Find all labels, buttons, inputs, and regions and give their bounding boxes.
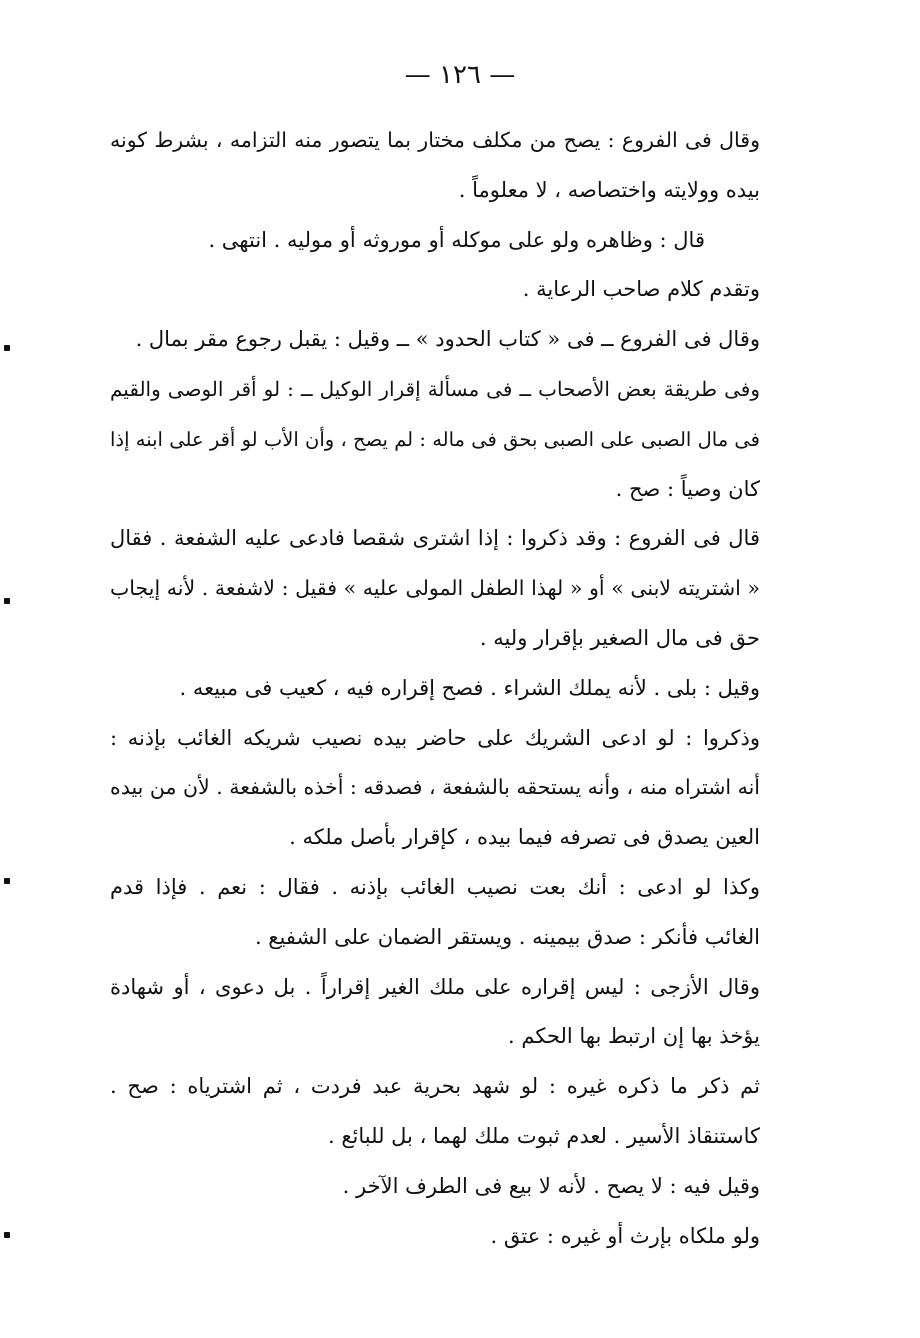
text-line: « اشتريته لابنى » أو « لهذا الطفل المولى عليه » فقيل : لاشفعة . لأنه إيجاب (110, 576, 760, 601)
page-number: — ١٢٦ — (404, 60, 516, 90)
text-line: وقال الأزجى : ليس إقراره على ملك الغير إقراراً . بل دعوى ، أو شهادة (110, 974, 760, 999)
text-line: وقيل فيه : لا يصح . لأنه لا بيع فى الطرف الآخر . (342, 1173, 760, 1198)
margin-mark (4, 1232, 10, 1238)
margin-mark (4, 878, 10, 884)
text-line: كاستنقاذ الأسير . لعدم ثبوت ملك لهما ، بل للبائع . (328, 1123, 760, 1148)
text-line: فى مال الصبى على الصبى بحق فى ماله : لم يصح ، وأن الأب لو أقر على ابنه إذا (110, 427, 760, 451)
text-line: قال : وظاهره ولو على موكله أو موروثه أو موليه . انتهى . (208, 227, 705, 252)
text-line: الغائب فأنكر : صدق بيمينه . ويستقر الضمان على الشفيع . (254, 924, 760, 949)
text-line: وذكروا : لو ادعى الشريك على حاضر بيده نصيب شريكه الغائب بإذنه : (110, 725, 760, 750)
text-line: ثم ذكر ما ذكره غيره : لو شهد بحرية عبد فردت ، ثم اشترياه : صح . (110, 1074, 760, 1099)
text-line: بيده وولايته واختصاصه ، لا معلوماً . (458, 177, 760, 202)
text-line: كان وصياً : صح . (615, 476, 760, 501)
text-line: وقال فى الفروع : يصح من مكلف مختار بما يتصور منه التزامه ، بشرط كونه (110, 128, 760, 152)
text-line: وقيل : بلى . لأنه يملك الشراء . فصح إقراره فيه ، كعيب فى مبيعه . (179, 675, 760, 700)
margin-mark (4, 598, 10, 604)
text-line: وتقدم كلام صاحب الرعاية . (522, 277, 760, 302)
text-line: يؤخذ بها إن ارتبط بها الحكم . (508, 1024, 760, 1049)
text-line: أنه اشتراه منه ، وأنه يستحقه بالشفعة ، فصدقه : أخذه بالشفعة . لأن من بيده (110, 775, 760, 800)
text-line: وقال فى الفروع ــ فى « كتاب الحدود » ــ وقيل : يقبل رجوع مقر بمال . (135, 327, 760, 352)
text-line: وكذا لو ادعى : أنك بعت نصيب الغائب بإذنه . فقال : نعم . فإذا قدم (110, 874, 760, 899)
text-line: العين يصدق فى تصرفه فيما بيده ، كإقرار بأصل ملكه . (289, 825, 760, 850)
text-line: وفى طريقة بعض الأصحاب ــ فى مسألة إقرار الوكيل ــ : لو أقر الوصى والقيم (110, 376, 760, 401)
body-text (110, 116, 760, 1261)
text-line: قال فى الفروع : وقد ذكروا : إذا اشترى شقصا فادعى عليه الشفعة . فقال (110, 526, 760, 551)
margin-mark (4, 345, 10, 351)
text-line: ولو ملكاه بإرث أو غيره : عتق . (490, 1223, 760, 1248)
text-line: حق فى مال الصغير بإقرار وليه . (479, 625, 760, 650)
